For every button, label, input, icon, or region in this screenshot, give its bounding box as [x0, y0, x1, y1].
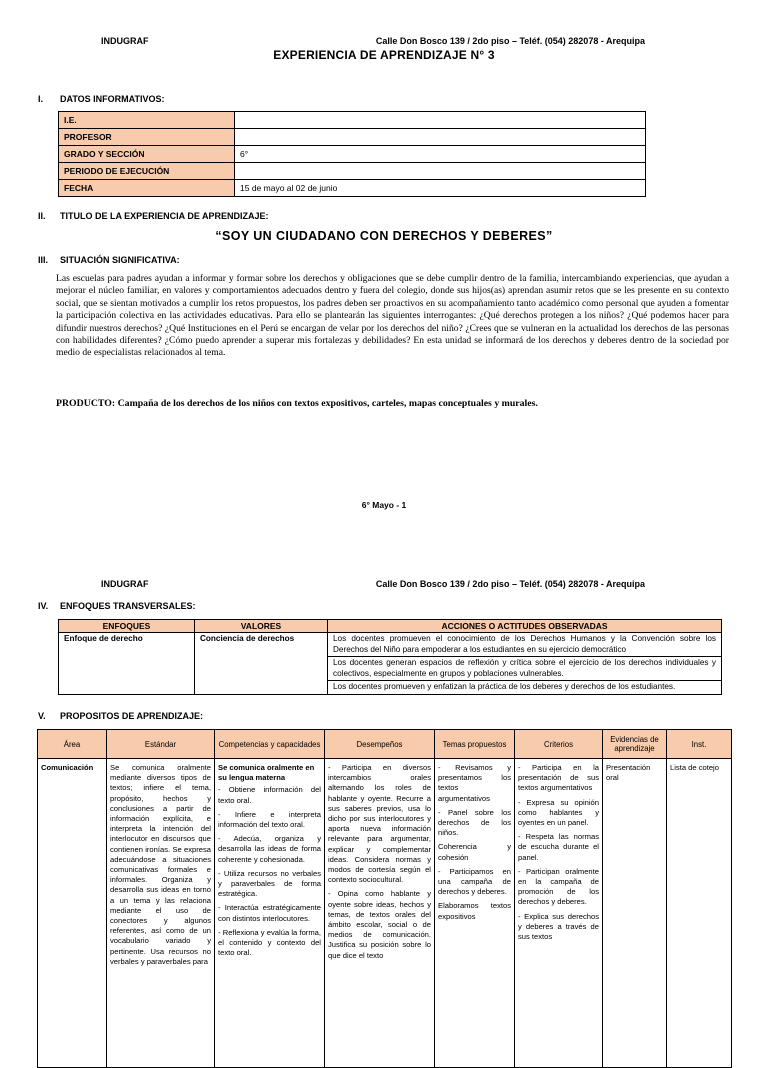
header-company: INDUGRAF — [101, 579, 149, 589]
row-label: PROFESOR — [59, 129, 235, 146]
section-number: IV. — [38, 601, 49, 611]
column-header: Temas propuestos — [435, 730, 515, 759]
column-header: Desempeños — [325, 730, 435, 759]
accion-cell: Los docentes promueven el conocimiento de los Derechos Humanos y la Convención sobre los Derechos del Niño para empoderar a los estudiantes en su ejercicio democrático — [328, 633, 722, 657]
valor-cell: Conciencia de derechos — [195, 633, 328, 695]
temas-cell — [435, 759, 515, 1068]
row-value: 15 de mayo al 02 de junio — [235, 180, 646, 197]
accion-cell: Los docentes promueven y enfatizan la práctica de los deberes y derechos de los estudiantes. — [328, 681, 722, 695]
table-header-row — [38, 730, 732, 759]
column-header: Evidencias de aprendizaje — [603, 730, 667, 759]
area-cell: Comunicación — [38, 759, 107, 1068]
section-enfoques-heading — [38, 601, 196, 611]
list-item: - Infiere e interpreta información del texto oral. — [218, 809, 321, 830]
row-label: GRADO Y SECCIÓN — [59, 146, 235, 163]
section-situacion-heading — [38, 255, 180, 265]
criterios-cell — [515, 759, 603, 1068]
section-titulo-heading — [38, 211, 269, 221]
estandar-text: Se comunica oralmente mediante diversos tipos de textos; infiere el tema, propósito, hechos y conclusiones a partir de información explícita, e interpreta la intención del interlocutor en discursos que contienen ironías. Se expresa adecuándose a situaciones comunicativas formales e informales. Organiza y desarrolla sus ideas en torno a un tema y las relaciona mediante el uso de conectores y algunos referentes, así como de un vocabulario variado y pertinente. Usa recursos no verbales y paraverbales para — [110, 763, 211, 966]
section-datos-heading — [38, 94, 165, 104]
list-item: Elaboramos textos expositivos — [438, 901, 511, 921]
list-item: - Explica sus derechos y deberes a través de sus textos — [518, 911, 599, 942]
row-value: 6° — [235, 146, 646, 163]
datos-informativos-table — [58, 111, 646, 197]
column-header: ACCIONES O ACTITUDES OBSERVADAS — [328, 620, 722, 633]
evidencias-cell: Presentación oral — [603, 759, 667, 1068]
propositos-table — [37, 729, 732, 1068]
desempenos-cell — [325, 759, 435, 1068]
header-company: INDUGRAF — [101, 36, 149, 46]
column-header: Estándar — [107, 730, 215, 759]
section-number: V. — [38, 711, 46, 721]
section-title: TITULO DE LA EXPERIENCIA DE APRENDIZAJE: — [60, 211, 269, 221]
row-value — [235, 163, 646, 180]
enfoque-cell: Enfoque de derecho — [59, 633, 195, 695]
column-header: Inst. — [667, 730, 732, 759]
row-label: PERIODO DE EJECUCIÓN — [59, 163, 235, 180]
table-header-row — [59, 620, 722, 633]
table-row — [59, 633, 722, 657]
section-title: SITUACIÓN SIGNIFICATIVA: — [60, 255, 180, 265]
situation-paragraph: Las escuelas para padres ayudan a informar y formar sobre los derechos y obligaciones que se debe cumplir dentro de la familia, intercambiando experiencias, que ayudan a mejorar el núcleo familiar, en valores y comportamientos adecuados dentro y fuera del colegio, donde sus hijos(as) aprendan asumir retos que se les presente en su contexto social, que se sientan motivados a cumplir los retos propuestos, los padres deben ser proactivos en su acompañamiento tanto académico como personal que ayuden a fomentar la participación colectiva en las actividades educativas. Para ello se plantearán las siguientes interrogantes: ¿Qué derechos protegen a los niños? ¿Qué podemos hacer para difundir nuestros derechos? ¿Qué Instituciones en el Perú se encargan de velar por los derechos del niño? ¿Crees que se vulneran en la actualidad los derechos de las personas con habilidades diferentes? ¿Cómo puedo aprender a superar mis fortalezas y debilidades? En esta unidad se informará de los derechos y deberes dentro de la sociedad por medio de especialistas relacionados al tema. — [56, 273, 729, 359]
experience-title: “SOY UN CIUDADANO CON DERECHOS Y DEBERES” — [215, 229, 553, 243]
column-header: ENFOQUES — [59, 620, 195, 633]
list-item: - Expresa su opinión como hablantes y oyentes en un panel. — [518, 797, 599, 828]
product-statement: PRODUCTO: Campaña de los derechos de los niños con textos expositivos, carteles, mapas conceptuales y murales. — [56, 398, 538, 409]
list-item: - Obtiene información del texto oral. — [218, 785, 321, 805]
list-item: - Opina como hablante y oyente sobre ideas, hechos y temas, de textos orales del ámbito escolar, social o de medios de comunicación. Justifica su posición sobre lo que dice el texto — [328, 889, 431, 960]
section-title: DATOS INFORMATIVOS: — [60, 94, 165, 104]
row-label: I.E. — [59, 112, 235, 129]
section-title: ENFOQUES TRANSVERSALES: — [60, 601, 196, 611]
list-item: - Participamos en una campaña de derechos y deberes. — [438, 866, 511, 897]
enfoques-table — [58, 619, 722, 695]
table-row — [59, 180, 646, 197]
list-item: - Interactúa estratégicamente con distintos interlocutores. — [218, 903, 321, 923]
row-value — [235, 112, 646, 129]
table-row — [59, 163, 646, 180]
estandar-cell — [107, 759, 215, 1068]
header-address: Calle Don Bosco 139 / 2do piso – Teléf. (054) 282078 - Arequipa — [375, 36, 645, 46]
section-number: I. — [38, 94, 44, 104]
list-item: - Panel sobre los derechos de los niños. — [438, 807, 511, 838]
list-item: - Utiliza recursos no verbales y paraverbales de forma estratégica. — [218, 868, 321, 899]
section-number: II. — [38, 211, 46, 221]
competencias-cell — [215, 759, 325, 1068]
row-label: FECHA — [59, 180, 235, 197]
competencia-title: Se comunica oralmente en su lengua materna — [218, 763, 315, 783]
section-propositos-heading — [38, 711, 203, 721]
document-title: EXPERIENCIA DE APRENDIZAJE N° 3 — [273, 48, 495, 62]
column-header: Criterios — [515, 730, 603, 759]
table-row — [59, 129, 646, 146]
list-item: - Participa en diversos intercambios orales alternando los roles de hablante y oyente. Recurre a sus saberes previos, usa lo dicho por sus interlocutores y aporta nueva información relevante para argumentar, explicar y complementar ideas. Considera normas y modos de cortesía según el contexto sociocultural. — [328, 763, 431, 885]
table-row — [59, 146, 646, 163]
table-row — [59, 112, 646, 129]
header-address: Calle Don Bosco 139 / 2do piso – Teléf. (054) 282078 - Arequipa — [375, 579, 645, 589]
instrumento-cell: Lista de cotejo — [667, 759, 732, 1068]
list-item: - Participa en la presentación de sus textos argumentativos — [518, 763, 599, 793]
column-header: Competencias y capacidades — [215, 730, 325, 759]
list-item: - Adecúa, organiza y desarrolla las ideas de forma coherente y cohesionada. — [218, 834, 321, 864]
list-item: - Respeta las normas de escucha durante el panel. — [518, 832, 599, 862]
column-header: Área — [38, 730, 107, 759]
table-row — [38, 759, 732, 1068]
list-item: - Revisamos y presentamos los textos argumentativos — [438, 763, 511, 803]
list-item: Coherencia y cohesión — [438, 842, 511, 862]
row-value — [235, 129, 646, 146]
page-footer: 6° Mayo - 1 — [361, 500, 407, 510]
list-item: - Participan oralmente en la campaña de promoción de los derechos y deberes. — [518, 866, 599, 907]
list-item: - Reflexiona y evalúa la forma, el contenido y contexto del texto oral. — [218, 927, 321, 958]
column-header: VALORES — [195, 620, 328, 633]
accion-cell: Los docentes generan espacios de reflexión y crítica sobre el ejercicio de los derechos individuales y colectivos, especialmente en grupos y poblaciones vulnerables. — [328, 657, 722, 681]
section-title: PROPOSITOS DE APRENDIZAJE: — [60, 711, 204, 721]
section-number: III. — [38, 255, 49, 265]
